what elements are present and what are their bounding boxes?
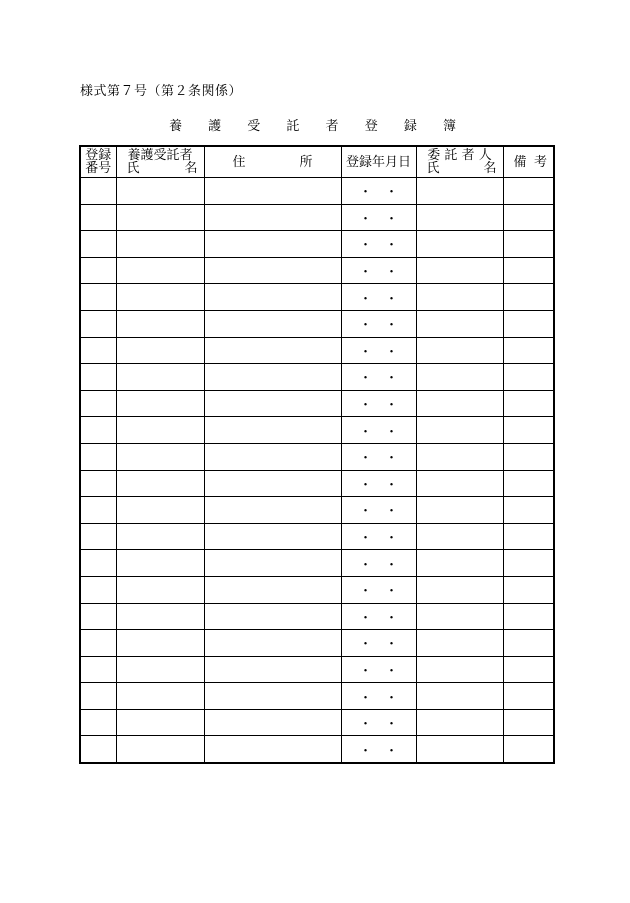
address-cell[interactable] (204, 656, 341, 683)
foster-parent-name-cell[interactable] (116, 683, 204, 710)
registration-date-cell[interactable] (341, 204, 416, 231)
remarks-cell[interactable] (503, 204, 554, 231)
registration-date-cell[interactable] (341, 284, 416, 311)
foster-parent-name-cell[interactable] (116, 523, 204, 550)
column-header-foster-parent-name-given: 名 (184, 161, 198, 176)
table-row (80, 630, 554, 657)
registration-number-cell[interactable] (80, 390, 116, 417)
registration-number-cell[interactable] (80, 443, 116, 470)
table-row (80, 417, 554, 444)
address-cell[interactable] (204, 523, 341, 550)
foster-parent-name-cell[interactable] (116, 390, 204, 417)
column-header-remarks-text (504, 156, 554, 169)
consignor-name-cell[interactable] (416, 523, 503, 550)
column-header-foster-parent-name-line1: 養護受託者 (127, 148, 193, 163)
registration-date-cell[interactable] (341, 550, 416, 577)
foster-parent-name-cell[interactable] (116, 204, 204, 231)
remarks-cell[interactable] (503, 284, 554, 311)
registration-number-cell[interactable] (80, 417, 116, 444)
registration-date-cell[interactable] (341, 630, 416, 657)
column-header-address-char1: 住 (232, 154, 246, 170)
address-cell[interactable] (204, 337, 341, 364)
consignor-name-cell[interactable] (416, 683, 503, 710)
table-row (80, 470, 554, 497)
table-row (80, 443, 554, 470)
foster-parent-name-cell[interactable] (116, 497, 204, 524)
consignor-name-cell[interactable] (416, 390, 503, 417)
consignor-name-cell[interactable] (416, 257, 503, 284)
consignor-name-cell[interactable] (416, 576, 503, 603)
column-header-registration-date-text: 登録年月日 (345, 154, 411, 170)
registration-number-cell[interactable] (80, 709, 116, 736)
address-cell[interactable] (204, 576, 341, 603)
table-row (80, 683, 554, 710)
date-placeholder: ・ ・ (358, 238, 398, 254)
column-header-registration-number-line1: 登録 (85, 148, 112, 163)
address-cell[interactable] (204, 417, 341, 444)
remarks-cell[interactable] (503, 470, 554, 497)
column-header-remarks (503, 146, 554, 178)
remarks-cell[interactable] (503, 576, 554, 603)
registration-number-cell[interactable] (80, 310, 116, 337)
registration-number-cell[interactable] (80, 630, 116, 657)
address-cell[interactable] (204, 709, 341, 736)
registration-number-cell[interactable] (80, 683, 116, 710)
registration-number-cell[interactable] (80, 736, 116, 763)
address-cell[interactable] (204, 231, 341, 258)
registration-number-cell[interactable] (80, 470, 116, 497)
consignor-name-cell[interactable] (416, 709, 503, 736)
registration-date-cell[interactable] (341, 178, 416, 205)
column-header-foster-parent-name-surname: 氏 (126, 161, 140, 176)
registration-date-cell[interactable] (341, 417, 416, 444)
table-row (80, 310, 554, 337)
registration-date-cell[interactable] (341, 523, 416, 550)
date-placeholder: ・ ・ (358, 663, 398, 679)
foster-parent-name-cell[interactable] (116, 576, 204, 603)
table-row (80, 709, 554, 736)
foster-parent-name-cell[interactable] (116, 257, 204, 284)
registration-date-cell[interactable] (341, 497, 416, 524)
registration-number-cell[interactable] (80, 603, 116, 630)
registration-number-cell[interactable] (80, 204, 116, 231)
foster-parent-name-cell[interactable] (116, 231, 204, 258)
foster-parent-name-cell[interactable] (116, 709, 204, 736)
consignor-name-cell[interactable] (416, 337, 503, 364)
consignor-name-cell[interactable] (416, 736, 503, 763)
date-placeholder: ・ ・ (358, 344, 398, 360)
foster-parent-name-cell[interactable] (116, 470, 204, 497)
column-header-address (204, 146, 341, 178)
remarks-cell[interactable] (503, 337, 554, 364)
remarks-cell[interactable] (503, 656, 554, 683)
registration-date-cell[interactable] (341, 310, 416, 337)
date-placeholder: ・ ・ (358, 531, 398, 547)
column-header-registration-number (80, 146, 116, 178)
registration-number-cell[interactable] (80, 364, 116, 391)
address-cell[interactable] (204, 257, 341, 284)
column-header-registration-date (341, 146, 416, 178)
foster-parent-name-cell[interactable] (116, 417, 204, 444)
foster-parent-name-cell[interactable] (116, 603, 204, 630)
foster-parent-name-cell[interactable] (116, 337, 204, 364)
consignor-name-cell[interactable] (416, 497, 503, 524)
date-placeholder: ・ ・ (358, 424, 398, 440)
foster-parent-name-cell[interactable] (116, 364, 204, 391)
registration-number-cell[interactable] (80, 178, 116, 205)
registration-date-cell[interactable] (341, 603, 416, 630)
remarks-cell[interactable] (503, 390, 554, 417)
column-header-remarks-char2: 考 (533, 154, 547, 170)
registration-number-cell[interactable] (80, 576, 116, 603)
column-header-consignor-name-surname: 氏 (426, 161, 440, 176)
address-cell[interactable] (204, 390, 341, 417)
date-placeholder: ・ ・ (358, 451, 398, 467)
address-cell[interactable] (204, 204, 341, 231)
remarks-cell[interactable] (503, 630, 554, 657)
address-cell[interactable] (204, 364, 341, 391)
registration-number-cell[interactable] (80, 231, 116, 258)
remarks-cell[interactable] (503, 364, 554, 391)
registration-date-cell[interactable] (341, 470, 416, 497)
consignor-name-cell[interactable] (416, 550, 503, 577)
table-row (80, 736, 554, 763)
column-header-foster-parent-name (116, 146, 204, 178)
remarks-cell[interactable] (503, 443, 554, 470)
consignor-name-cell[interactable] (416, 417, 503, 444)
address-cell[interactable] (204, 443, 341, 470)
registration-number-cell[interactable] (80, 523, 116, 550)
registration-date-cell[interactable] (341, 576, 416, 603)
column-header-consignor-name-line2 (417, 162, 503, 175)
date-placeholder: ・ ・ (358, 398, 398, 414)
foster-parent-name-cell[interactable] (116, 284, 204, 311)
column-header-consignor-name (416, 146, 503, 178)
consignor-name-cell[interactable] (416, 231, 503, 258)
date-placeholder: ・ ・ (358, 318, 398, 334)
document-title: 養 護 受 託 者 登 録 簿 (169, 119, 467, 134)
consignor-name-cell[interactable] (416, 310, 503, 337)
date-placeholder: ・ ・ (358, 291, 398, 307)
date-placeholder: ・ ・ (358, 504, 398, 520)
column-header-foster-parent-name-line2 (117, 162, 204, 175)
consignor-name-cell[interactable] (416, 364, 503, 391)
column-header-consignor-name-given: 名 (483, 161, 497, 176)
foster-parent-name-cell[interactable] (116, 630, 204, 657)
registration-number-cell[interactable] (80, 257, 116, 284)
remarks-cell[interactable] (503, 736, 554, 763)
table-row (80, 603, 554, 630)
date-placeholder: ・ ・ (358, 584, 398, 600)
registration-date-cell[interactable] (341, 656, 416, 683)
registration-date-cell[interactable] (341, 337, 416, 364)
consignor-name-cell[interactable] (416, 470, 503, 497)
foster-parent-name-cell[interactable] (116, 178, 204, 205)
address-cell[interactable] (204, 310, 341, 337)
column-header-registration-number-line2: 番号 (85, 161, 112, 176)
table-row (80, 337, 554, 364)
register-table-body (80, 178, 554, 764)
column-header-consignor-name-line1: 委 託 者 人 (427, 148, 492, 163)
table-row (80, 257, 554, 284)
remarks-cell[interactable] (503, 310, 554, 337)
foster-parent-name-cell[interactable] (116, 656, 204, 683)
registration-number-cell[interactable] (80, 656, 116, 683)
table-row (80, 390, 554, 417)
consignor-name-cell[interactable] (416, 603, 503, 630)
date-placeholder: ・ ・ (358, 610, 398, 626)
table-row (80, 576, 554, 603)
remarks-cell[interactable] (503, 497, 554, 524)
column-header-remarks-char1: 備 (513, 154, 527, 170)
date-placeholder: ・ ・ (358, 265, 398, 281)
foster-parent-name-cell[interactable] (116, 310, 204, 337)
table-row (80, 364, 554, 391)
table-row (80, 231, 554, 258)
table-row (80, 178, 554, 205)
foster-parent-name-cell[interactable] (116, 550, 204, 577)
remarks-cell[interactable] (503, 178, 554, 205)
table-row (80, 204, 554, 231)
table-row (80, 550, 554, 577)
date-placeholder: ・ ・ (358, 211, 398, 227)
header-row (80, 146, 554, 178)
registration-date-cell[interactable] (341, 736, 416, 763)
register-table (79, 145, 555, 764)
remarks-cell[interactable] (503, 550, 554, 577)
remarks-cell[interactable] (503, 683, 554, 710)
date-placeholder: ・ ・ (358, 717, 398, 733)
address-cell[interactable] (204, 284, 341, 311)
date-placeholder: ・ ・ (358, 637, 398, 653)
registration-number-cell[interactable] (80, 497, 116, 524)
date-placeholder: ・ ・ (358, 185, 398, 201)
address-cell[interactable] (204, 497, 341, 524)
address-cell[interactable] (204, 630, 341, 657)
consignor-name-cell[interactable] (416, 630, 503, 657)
registration-number-cell[interactable] (80, 337, 116, 364)
registration-date-cell[interactable] (341, 443, 416, 470)
registration-date-cell[interactable] (341, 231, 416, 258)
address-cell[interactable] (204, 550, 341, 577)
foster-parent-name-cell[interactable] (116, 443, 204, 470)
remarks-cell[interactable] (503, 231, 554, 258)
consignor-name-cell[interactable] (416, 178, 503, 205)
remarks-cell[interactable] (503, 603, 554, 630)
remarks-cell[interactable] (503, 417, 554, 444)
table-row (80, 497, 554, 524)
remarks-cell[interactable] (503, 523, 554, 550)
address-cell[interactable] (204, 178, 341, 205)
date-placeholder: ・ ・ (358, 690, 398, 706)
date-placeholder: ・ ・ (358, 371, 398, 387)
foster-parent-name-cell[interactable] (116, 736, 204, 763)
consignor-name-cell[interactable] (416, 284, 503, 311)
registration-date-cell[interactable] (341, 364, 416, 391)
registration-number-cell[interactable] (80, 284, 116, 311)
table-row (80, 656, 554, 683)
registration-number-cell[interactable] (80, 550, 116, 577)
address-cell[interactable] (204, 470, 341, 497)
remarks-cell[interactable] (503, 257, 554, 284)
date-placeholder: ・ ・ (358, 557, 398, 573)
date-placeholder: ・ ・ (358, 477, 398, 493)
column-header-address-char2: 所 (299, 154, 313, 170)
address-cell[interactable] (204, 603, 341, 630)
address-cell[interactable] (204, 736, 341, 763)
consignor-name-cell[interactable] (416, 443, 503, 470)
consignor-name-cell[interactable] (416, 656, 503, 683)
address-cell[interactable] (204, 683, 341, 710)
consignor-name-cell[interactable] (416, 204, 503, 231)
table-row (80, 523, 554, 550)
column-header-address-text (205, 156, 341, 169)
remarks-cell[interactable] (503, 709, 554, 736)
table-row (80, 284, 554, 311)
form-number: 様式第７号（第２条関係） (80, 84, 243, 99)
registration-date-cell[interactable] (341, 390, 416, 417)
registration-date-cell[interactable] (341, 683, 416, 710)
date-placeholder: ・ ・ (358, 743, 398, 759)
registration-date-cell[interactable] (341, 257, 416, 284)
registration-date-cell[interactable] (341, 709, 416, 736)
